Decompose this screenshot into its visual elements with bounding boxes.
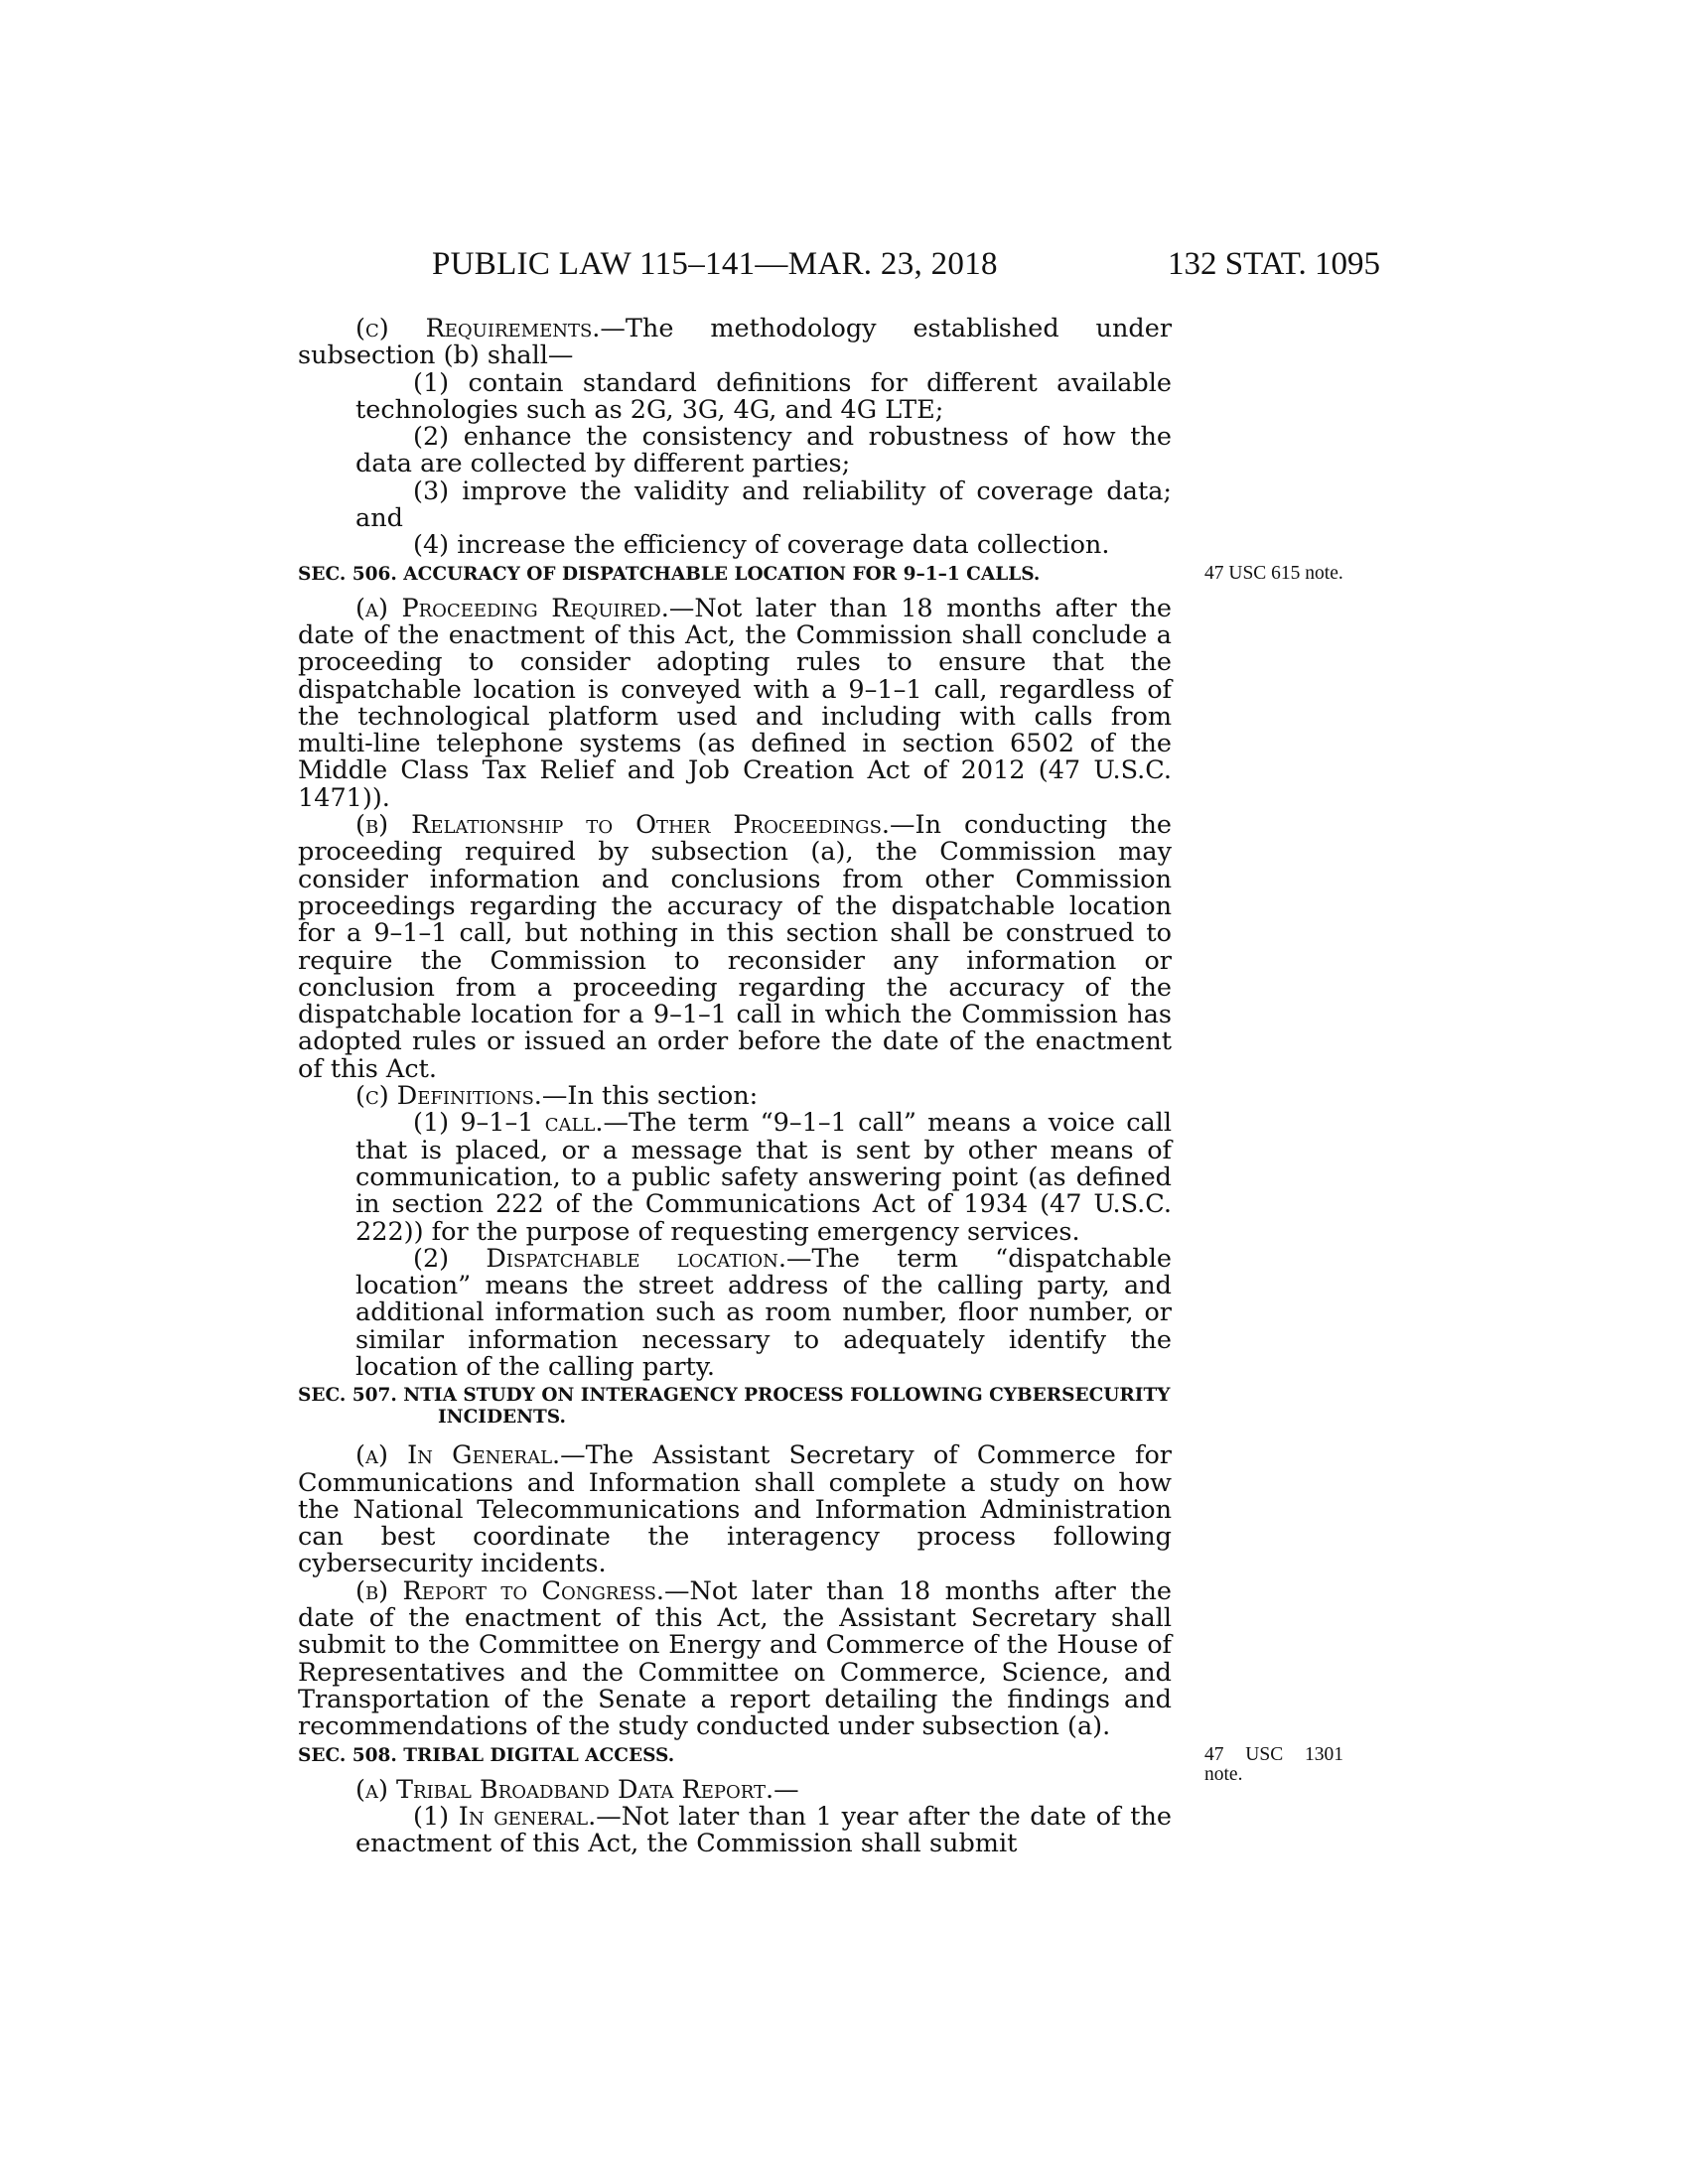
subsection-text: —The Assistant Secretary of Commerce for Communications and Information shall complete a study on how the National Telecommunications and Information Administration can best coordinate the interagency process following cybersecurity incidents. [298,1440,1172,1579]
subsection-text: —The methodology established under subsection (b) shall— [298,314,1173,371]
section-title: SEC. 506. ACCURACY OF DISPATCHABLE LOCATION FOR 9–1–1 CALLS. [298,563,1041,585]
paragraph-item [298,1801,1172,1859]
subsection-text: —Not later than 18 months after the date of the enactment of this Act, the Assistant Secretary shall submit to the Committee on Energy and Commerce of the House of Representatives and the Committee on Commerce, Science, and Transportation of the Senate a report detailing the findings and recommendations of the study conducted under subsection (a). [298,1575,1172,1742]
paragraph-item: (1) contain standard definitions for different available technologies such as 2G, 3G, 4G, and 4G LTE; [355,367,1172,425]
paragraph-text: —The term “dispatchable location” means the street address of the calling party, and additional information such as room number, floor number, or similar information necessary to adequately identify the location of the calling party. [355,1243,1173,1382]
section-heading-507: SEC. 507. NTIA STUDY ON INTERAGENCY PROCESS FOLLOWING CYBERSECURITY INCIDENTS. [298,1385,1171,1429]
subsection-label: (a) Tribal Broadband Data Report. [355,1774,774,1805]
paragraph-text: —The term “9–1–1 call” means a voice call that is placed, or a message that is sent by other means of communication, to a public safety answering point (as defined in section 222 of the Communications Act of 1934 (47 U.S.C. 222)) for the purpose of requesting emergency services. [355,1108,1172,1247]
section-heading-506 [298,562,1343,586]
statute-page-number: 132 STAT. 1095 [1167,246,1380,282]
paragraph-item [298,1110,1172,1245]
paragraph-item: (4) increase the efficiency of coverage data collection. [413,530,1110,561]
page-header [298,246,1380,286]
subsection-text: —Not later than 18 months after the date of the enactment of this Act, the Commission shall conclude a proceeding to consider adopting rules to ensure that the dispatchable location is conveyed with a 9–1–1 call, regardless of the technological platform used and including with calls from multi-line telephone systems (as defined in section 6502 of the Middle Class Tax Relief and Job Creation Act of 2012 (47 U.S.C. 1471)). [298,593,1173,813]
subsection-a [298,593,1173,813]
paragraph-item: (3) improve the validity and reliability of coverage data; and [355,476,1172,534]
subsection-b [298,1575,1172,1742]
subsection-c-requirements [298,316,1172,370]
paragraph-item [298,1243,1173,1382]
subsection-text: —In conducting the proceeding required by subsection (a), the Commission may consider information and conclusions from other Commission proceedings regarding the accuracy of the dispatchable location for a 9–1–1 call, but nothing in this section shall be construed to require the Commission to reconsider any information or conclusion from a proceeding regarding the accuracy of the dispatchable location for a 9–1–1 call in which the Commission has adopted rules or issued an order before the date of the enactment of this Act. [298,810,1173,1084]
subsection-label: (a) In General. [355,1440,561,1471]
margin-note: 47 USC 615 note. [1204,562,1343,584]
subsection-label: (c) Definitions. [355,1081,542,1112]
subsection-text: — [774,1774,799,1805]
subsection-label: (b) Relationship to Other Proceedings. [355,810,891,841]
paragraph-label: (2) Dispatchable location. [413,1243,786,1274]
paragraph-label: (1) 9–1–1 call. [413,1108,604,1139]
subsection-b [298,812,1172,1083]
subsection-a [298,1774,1172,1805]
paragraph-item: (2) enhance the consistency and robustness of how the data are collected by different parties; [355,422,1172,479]
subsection-label: (c) Requirements. [355,314,601,343]
paragraph-text: —Not later than 1 year after the date of the enactment of this Act, the Commission shall submit [355,1801,1172,1859]
running-title: PUBLIC LAW 115–141—MAR. 23, 2018 [432,246,998,282]
subsection-label: (a) Proceeding Required. [355,593,669,623]
section-title: SEC. 508. TRIBAL DIGITAL ACCESS. [298,1744,675,1766]
page-body [298,314,1343,1859]
subsection-label: (b) Report to Congress. [355,1575,665,1606]
subsection-c [298,1083,1172,1110]
section-heading-508 [298,1743,1343,1785]
subsection-a [298,1442,1172,1577]
margin-note: 47 USC 1301 note. [1204,1743,1343,1785]
paragraph-label: (1) In general. [413,1801,597,1832]
subsection-text: —In this section: [541,1081,759,1112]
